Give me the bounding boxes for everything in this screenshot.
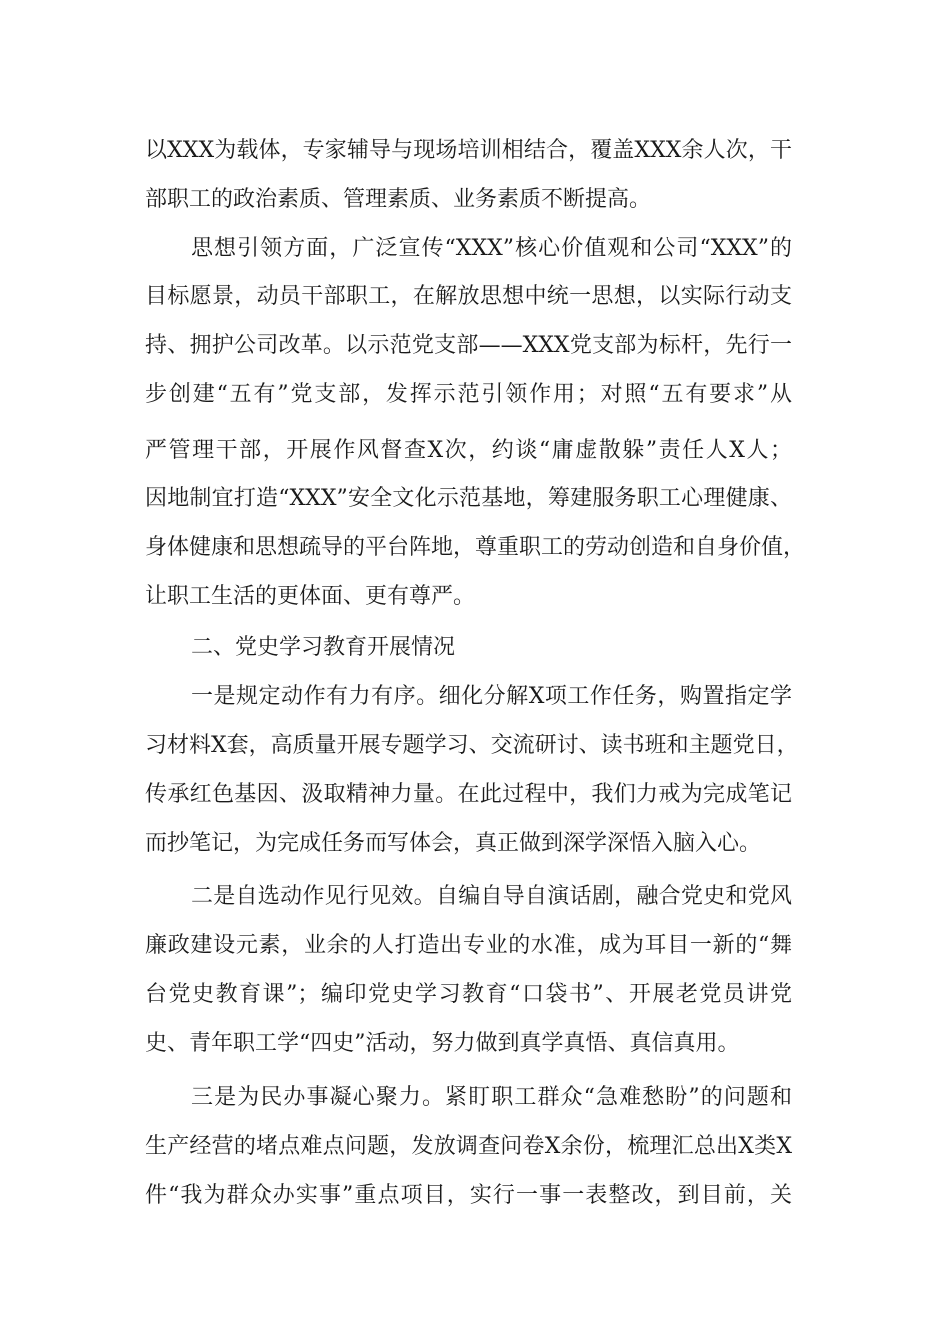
section-heading [0,624,950,672]
text-line [0,771,950,819]
text-line-content: 三是为民办事凝心聚力。紧盯职工群众“急难愁盼”的问题和 [191,1085,792,1110]
text-line-content: 因地制宜打造“XXX”安全文化示范基地，筹建服务职工心理健康、 [145,486,792,511]
text-line-content: 而抄笔记，为完成任务而写体会，真正做到深学深悟入脑入心。 [145,831,762,856]
text-line-content: 部职工的政治素质、管理素质、业务素质不断提高。 [145,187,652,212]
text-line-content: 身体健康和思想疏导的平台阵地，尊重职工的劳动创造和自身价值， [145,535,806,560]
text-line [0,475,950,523]
text-line [0,1020,950,1068]
text-line [0,1172,950,1220]
text-line [0,1123,950,1171]
text-line [0,273,950,321]
text-line [0,322,950,370]
text-line [0,127,950,175]
text-line [0,524,950,572]
text-line [0,176,950,224]
text-line-content: 台党史教育课”；编印党史学习教育“口袋书”、开展老党员讲党 [145,982,792,1007]
text-line-content: 持、拥护公司改革。以示范党支部——XXX党支部为标杆，先行一 [145,333,792,358]
text-line-content: 目标愿景，动员干部职工，在解放思想中统一思想，以实际行动支 [145,284,792,309]
text-line-content: 步创建“五有”党支部，发挥示范引领作用；对照“五有要求”从 [145,382,792,407]
text-line-content: 让职工生活的更体面、更有尊严。 [145,584,476,609]
text-line [0,922,950,970]
text-line-content: 一是规定动作有力有序。细化分解X项工作任务，购置指定学 [191,684,792,709]
text-line-content: 以XXX为载体，专家辅导与现场培训相结合，覆盖XXX余人次，干 [145,138,792,163]
text-line-content: 廉政建设元素，业余的人打造出专业的水准，成为耳目一新的“舞 [145,933,792,958]
text-line-content: 思想引领方面，广泛宣传“XXX”核心价值观和公司“XXX”的 [191,236,792,261]
text-line [0,722,950,770]
text-line [0,971,950,1019]
text-line [0,820,950,868]
text-line [0,1074,950,1122]
text-line [0,225,950,273]
text-line-content: 史、青年职工学“四史”活动，努力做到真学真悟、真信真用。 [145,1031,740,1056]
text-line [0,873,950,921]
text-line-content: 件“我为群众办实事”重点项目，实行一事一表整改，到目前，关 [145,1183,792,1208]
text-line-content: 严管理干部，开展作风督查X次，约谈“庸虚散躲”责任人X人； [145,438,792,463]
text-line-content: 二是自选动作见行见效。自编自导自演话剧，融合党史和党风 [191,884,792,909]
text-line [0,427,950,475]
text-line-content: 习材料X套，高质量开展专题学习、交流研讨、读书班和主题党日， [145,733,799,758]
section-heading-text: 二、党史学习教育开展情况 [191,635,456,660]
text-line [0,673,950,721]
text-line-content: 生产经营的堵点难点问题，发放调查问卷X余份，梳理汇总出X类X [145,1134,792,1159]
text-line [0,573,950,621]
text-line [0,371,950,419]
text-line-content: 传承红色基因、汲取精神力量。在此过程中，我们力戒为完成笔记 [145,782,792,807]
